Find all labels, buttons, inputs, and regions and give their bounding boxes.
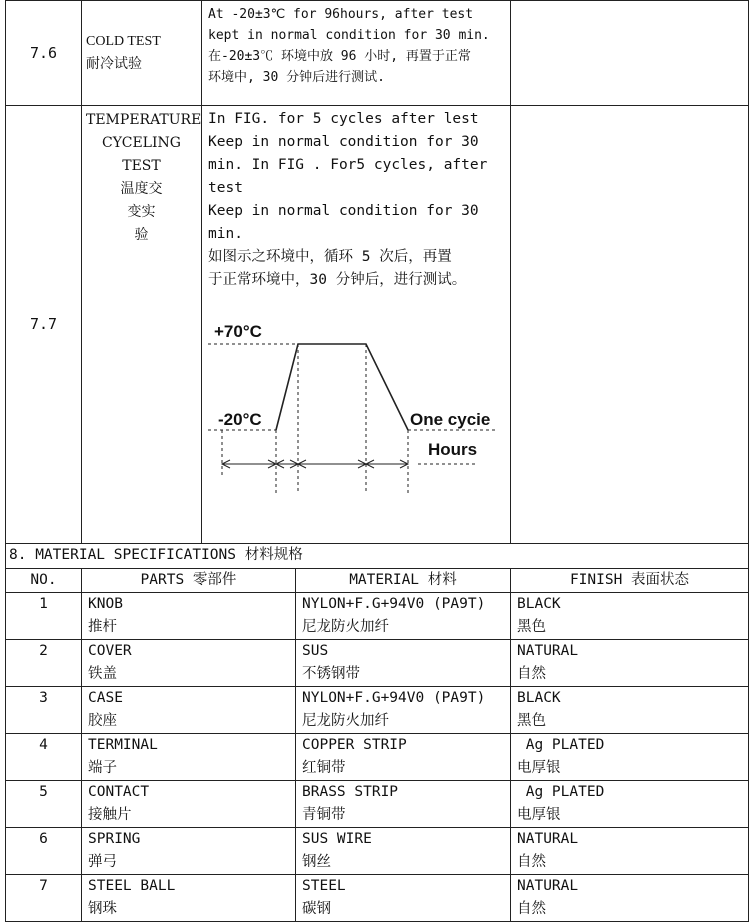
- test-row-cold: [6, 1, 749, 106]
- test-name-line: TEST: [122, 158, 161, 174]
- material-cell: [296, 780, 511, 827]
- part-en: KNOB: [88, 595, 123, 612]
- table-row: [6, 686, 749, 733]
- test-name: [82, 1, 202, 106]
- part-cell: [82, 780, 296, 827]
- part-cell: [82, 592, 296, 639]
- finish-cn: 电厚银: [517, 759, 561, 776]
- desc-line: 于正常环境中，30 分钟后，进行测试。: [208, 272, 467, 288]
- finish-cn: 自然: [517, 853, 546, 870]
- material-cell: [296, 874, 511, 921]
- test-name-line: 验: [134, 227, 149, 243]
- temperature-cycle-graph: [208, 298, 508, 538]
- table-row: [6, 874, 749, 921]
- material-cn: 钢丝: [302, 853, 331, 870]
- part-en: CONTACT: [88, 783, 150, 800]
- table-row: [6, 639, 749, 686]
- material-en: BRASS STRIP: [302, 783, 399, 800]
- part-cell: [82, 639, 296, 686]
- hours-label: Hours: [428, 440, 478, 459]
- part-en: COVER: [88, 642, 132, 659]
- test-name-line: CYCELING: [102, 135, 181, 151]
- test-name-line: TEMPERATURE: [86, 112, 202, 128]
- row-number: 1: [6, 592, 82, 639]
- test-name-line: 变实: [127, 204, 156, 220]
- test-remark-cell: [511, 1, 749, 106]
- row-number: 4: [6, 733, 82, 780]
- desc-line: At -20±3℃ for 96hours, after test: [208, 7, 474, 22]
- finish-cell: [511, 733, 749, 780]
- part-cn: 接触片: [88, 806, 132, 823]
- finish-cn: 电厚银: [517, 806, 561, 823]
- material-cell: [296, 686, 511, 733]
- finish-cell: [511, 592, 749, 639]
- desc-line: min. In FIG . For5 cycles, after test: [208, 157, 488, 196]
- part-cn: 端子: [88, 759, 117, 776]
- finish-cell: [511, 639, 749, 686]
- finish-cell: [511, 874, 749, 921]
- row-number: 7: [6, 874, 82, 921]
- part-cn: 弹弓: [88, 853, 117, 870]
- test-number: 7.7: [6, 106, 82, 544]
- table-row: [6, 592, 749, 639]
- finish-en: Ag PLATED: [517, 783, 605, 800]
- material-header-row: [6, 568, 749, 592]
- header-material: MATERIAL 材料: [296, 568, 511, 592]
- material-cell: [296, 827, 511, 874]
- material-cn: 碳钢: [302, 900, 331, 917]
- test-number: 7.6: [6, 1, 82, 106]
- part-cell: [82, 686, 296, 733]
- one-cycle-label: One cycie: [410, 410, 491, 429]
- part-en: STEEL BALL: [88, 877, 176, 894]
- test-name-line: 温度交: [120, 181, 163, 197]
- test-description: [202, 106, 511, 544]
- desc-line: kept in normal condition for 30 min.: [208, 28, 490, 43]
- table-row: [6, 780, 749, 827]
- section-title: 8. MATERIAL SPECIFICATIONS 材料规格: [6, 544, 749, 568]
- test-row-temp-cycle: [6, 106, 749, 544]
- finish-en: BLACK: [517, 595, 561, 612]
- part-cn: 胶座: [88, 712, 117, 729]
- part-cn: 钢珠: [88, 900, 117, 917]
- part-cell: [82, 827, 296, 874]
- desc-line: min.: [208, 226, 243, 242]
- finish-en: Ag PLATED: [517, 736, 605, 753]
- desc-line: Keep in normal condition for 30: [208, 203, 479, 219]
- material-cell: [296, 592, 511, 639]
- part-cell: [82, 733, 296, 780]
- finish-cell: [511, 780, 749, 827]
- row-number: 2: [6, 639, 82, 686]
- finish-cn: 自然: [517, 665, 546, 682]
- row-number: 6: [6, 827, 82, 874]
- test-name-en: COLD TEST: [86, 34, 161, 49]
- row-number: 3: [6, 686, 82, 733]
- finish-cn: 黑色: [517, 712, 546, 729]
- test-remark-cell: [511, 106, 749, 544]
- part-cell: [82, 874, 296, 921]
- material-en: NYLON+F.G+94V0 (PA9T): [302, 595, 486, 612]
- high-temp-label: +70°C: [214, 322, 262, 341]
- desc-line: In FIG. for 5 cycles after lest: [208, 111, 479, 127]
- header-parts: PARTS 零部件: [82, 568, 296, 592]
- temperature-profile-line: [276, 344, 408, 430]
- part-cn: 推杆: [88, 618, 117, 635]
- desc-line: 如图示之环境中，循环 5 次后，再置: [208, 249, 452, 265]
- desc-line: Keep in normal condition for 30: [208, 134, 479, 150]
- material-cell: [296, 733, 511, 780]
- test-name-cn: 耐冷试验: [86, 56, 142, 72]
- finish-en: NATURAL: [517, 830, 579, 847]
- finish-en: BLACK: [517, 689, 561, 706]
- material-cn: 不锈钢带: [302, 665, 360, 682]
- finish-cn: 自然: [517, 900, 546, 917]
- material-cn: 青铜带: [302, 806, 346, 823]
- desc-line: 环境中, 30 分钟后进行测试.: [208, 70, 385, 85]
- material-en: COPPER STRIP: [302, 736, 407, 753]
- finish-cell: [511, 827, 749, 874]
- test-table: [5, 0, 749, 544]
- part-en: CASE: [88, 689, 123, 706]
- material-en: SUS WIRE: [302, 830, 372, 847]
- material-en: SUS: [302, 642, 329, 659]
- test-description: [202, 1, 511, 106]
- finish-cell: [511, 686, 749, 733]
- low-temp-label: -20°C: [218, 410, 262, 429]
- part-en: TERMINAL: [88, 736, 158, 753]
- table-row: [6, 827, 749, 874]
- material-cn: 尼龙防火加纤: [302, 712, 389, 729]
- spec-sheet: [5, 0, 748, 922]
- finish-en: NATURAL: [517, 877, 579, 894]
- row-number: 5: [6, 780, 82, 827]
- table-row: [6, 733, 749, 780]
- part-cn: 铁盖: [88, 665, 117, 682]
- material-table: [5, 544, 749, 922]
- material-cn: 红铜带: [302, 759, 346, 776]
- material-cn: 尼龙防火加纤: [302, 618, 389, 635]
- finish-cn: 黑色: [517, 618, 546, 635]
- desc-line: 在-20±3℃ 环境中放 96 小时, 再置于正常: [208, 49, 471, 64]
- material-cell: [296, 639, 511, 686]
- part-en: SPRING: [88, 830, 141, 847]
- material-en: STEEL: [302, 877, 346, 894]
- header-finish: FINISH 表面状态: [511, 568, 749, 592]
- material-section-row: [6, 544, 749, 568]
- header-no: NO.: [6, 568, 82, 592]
- finish-en: NATURAL: [517, 642, 579, 659]
- test-name: [82, 106, 202, 544]
- material-en: NYLON+F.G+94V0 (PA9T): [302, 689, 486, 706]
